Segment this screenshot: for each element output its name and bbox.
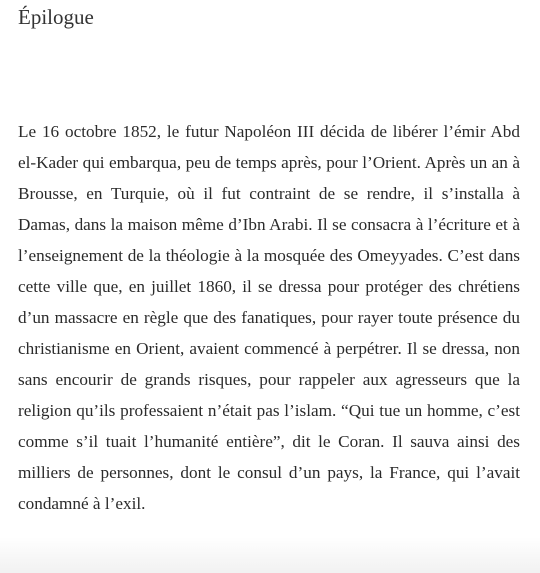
chapter-title: Épilogue (18, 5, 94, 29)
page-bottom-shadow (0, 537, 540, 573)
body-paragraph: Le 16 octobre 1852, le futur Napoléon III décida de libérer l’émir Abd el-Kader qui embarqua, peu de temps après, pour l’Orient. Après un an à Brousse, en Turquie, où il fut contraint de se rendre, il s’installa à Damas, dans la maison même d’Ibn Arabi. Il se consacra à l’écriture et à l’enseignement de la théologie à la mosquée des Omeyyades. C’est dans cette ville que, en juillet 1860, il se dressa pour protéger des chrétiens d’un massacre en règle que des fanatiques, pour rayer toute présence du christianisme en Orient, avaient commencé à perpétrer. Il se dressa, non sans encourir de grands risques, pour rappeler aux agresseurs que la religion qu’ils professaient n’était pas l’islam. “Qui tue un homme, c’est comme s’il tuait l’humanité entière”, dit le Coran. Il sauva ainsi des milliers de personnes, dont le consul d’un pays, la France, qui l’avait condamné à l’exil. (18, 122, 520, 513)
